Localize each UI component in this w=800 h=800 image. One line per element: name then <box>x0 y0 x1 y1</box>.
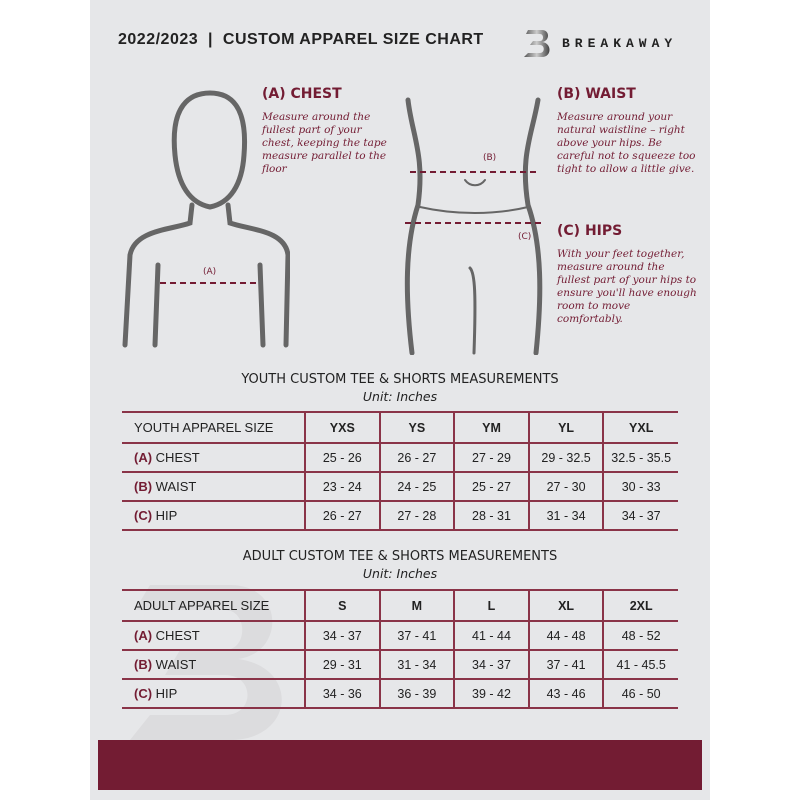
waist-instructions: Measure around your natural waistline – right above your hips. Be careful not to squeeze too tight to allow a little give. <box>557 111 696 175</box>
table-row <box>122 679 678 708</box>
waist-marker: (B) <box>483 153 497 163</box>
youth-table-title: YOUTH CUSTOM TEE & SHORTS MEASUREMENTS <box>241 372 559 387</box>
cell: 30 - 33 <box>603 472 678 501</box>
cell: 34 - 37 <box>603 501 678 530</box>
cell: 37 - 41 <box>380 621 455 650</box>
breakaway-logo-icon <box>522 26 554 60</box>
header-cell: ADULT APPAREL SIZE <box>122 590 305 621</box>
row-label: WAIST <box>155 479 197 494</box>
table-row <box>122 650 678 679</box>
table-header-row <box>122 412 678 443</box>
cell: 32.5 - 35.5 <box>603 443 678 472</box>
adult-size-table <box>122 589 678 709</box>
cell: 28 - 31 <box>454 501 529 530</box>
cell: 31 - 34 <box>380 650 455 679</box>
table-row <box>122 621 678 650</box>
table-row <box>122 472 678 501</box>
row-code: (C) <box>134 686 153 701</box>
row-code: (B) <box>134 657 153 672</box>
header-cell: YS <box>380 412 455 443</box>
cell: 23 - 24 <box>305 472 380 501</box>
hips-heading: (C) HIPS <box>557 223 623 239</box>
header-cell: YXS <box>305 412 380 443</box>
header-cell: L <box>454 590 529 621</box>
youth-table-unit: Unit: Inches <box>362 389 438 404</box>
table-row <box>122 443 678 472</box>
header-cell: YOUTH APPAREL SIZE <box>122 412 305 443</box>
cell: 29 - 31 <box>305 650 380 679</box>
cell: 27 - 28 <box>380 501 455 530</box>
cell: 27 - 29 <box>454 443 529 472</box>
cell: 44 - 48 <box>529 621 604 650</box>
row-label: CHEST <box>155 628 200 643</box>
table-row <box>122 501 678 530</box>
cell: 37 - 41 <box>529 650 604 679</box>
cell: 43 - 46 <box>529 679 604 708</box>
brand-logo <box>522 26 677 60</box>
cell: 25 - 26 <box>305 443 380 472</box>
chest-heading: (A) CHEST <box>262 86 342 102</box>
header-cell: YL <box>529 412 604 443</box>
cell: 41 - 44 <box>454 621 529 650</box>
hips-marker: (C) <box>518 232 532 242</box>
adult-table-unit: Unit: Inches <box>362 566 438 581</box>
table-header-row <box>122 590 678 621</box>
row-code: (A) <box>134 450 153 465</box>
size-chart-page <box>90 0 710 800</box>
cell: 39 - 42 <box>454 679 529 708</box>
header-cell: YXL <box>603 412 678 443</box>
cell: 34 - 37 <box>454 650 529 679</box>
cell: 24 - 25 <box>380 472 455 501</box>
header-cell: XL <box>529 590 604 621</box>
row-label: HIP <box>155 508 178 523</box>
header-cell: 2XL <box>603 590 678 621</box>
cell: 26 - 27 <box>305 501 380 530</box>
cell: 46 - 50 <box>603 679 678 708</box>
cell: 48 - 52 <box>603 621 678 650</box>
cell: 29 - 32.5 <box>529 443 604 472</box>
cell: 31 - 34 <box>529 501 604 530</box>
adult-table-title: ADULT CUSTOM TEE & SHORTS MEASUREMENTS <box>242 549 558 564</box>
row-code: (B) <box>134 479 153 494</box>
youth-size-table <box>122 411 678 531</box>
waist-heading: (B) WAIST <box>557 86 636 102</box>
cell: 36 - 39 <box>380 679 455 708</box>
footer-band <box>98 740 702 790</box>
row-label: CHEST <box>155 450 200 465</box>
row-label: WAIST <box>155 657 197 672</box>
chest-instructions: Measure around the fullest part of your chest, keeping the tape measure parallel to the floor <box>262 111 387 175</box>
header-cell: S <box>305 590 380 621</box>
cell: 41 - 45.5 <box>603 650 678 679</box>
header-cell: YM <box>454 412 529 443</box>
row-code: (C) <box>134 508 153 523</box>
row-code: (A) <box>134 628 153 643</box>
brand-name: BREAKAWAY <box>562 35 678 51</box>
cell: 34 - 36 <box>305 679 380 708</box>
cell: 27 - 30 <box>529 472 604 501</box>
cell: 34 - 37 <box>305 621 380 650</box>
cell: 25 - 27 <box>454 472 529 501</box>
row-label: HIP <box>155 686 178 701</box>
cell: 26 - 27 <box>380 443 455 472</box>
page-title: 2022/2023 | CUSTOM APPAREL SIZE CHART <box>118 31 484 48</box>
header-cell: M <box>380 590 455 621</box>
lower-body-figure <box>400 95 550 355</box>
chest-marker: (A) <box>203 267 217 277</box>
hips-instructions: With your feet together, measure around the fullest part of your hips to ensure you'll have enough room to move comfortably. <box>557 248 697 325</box>
